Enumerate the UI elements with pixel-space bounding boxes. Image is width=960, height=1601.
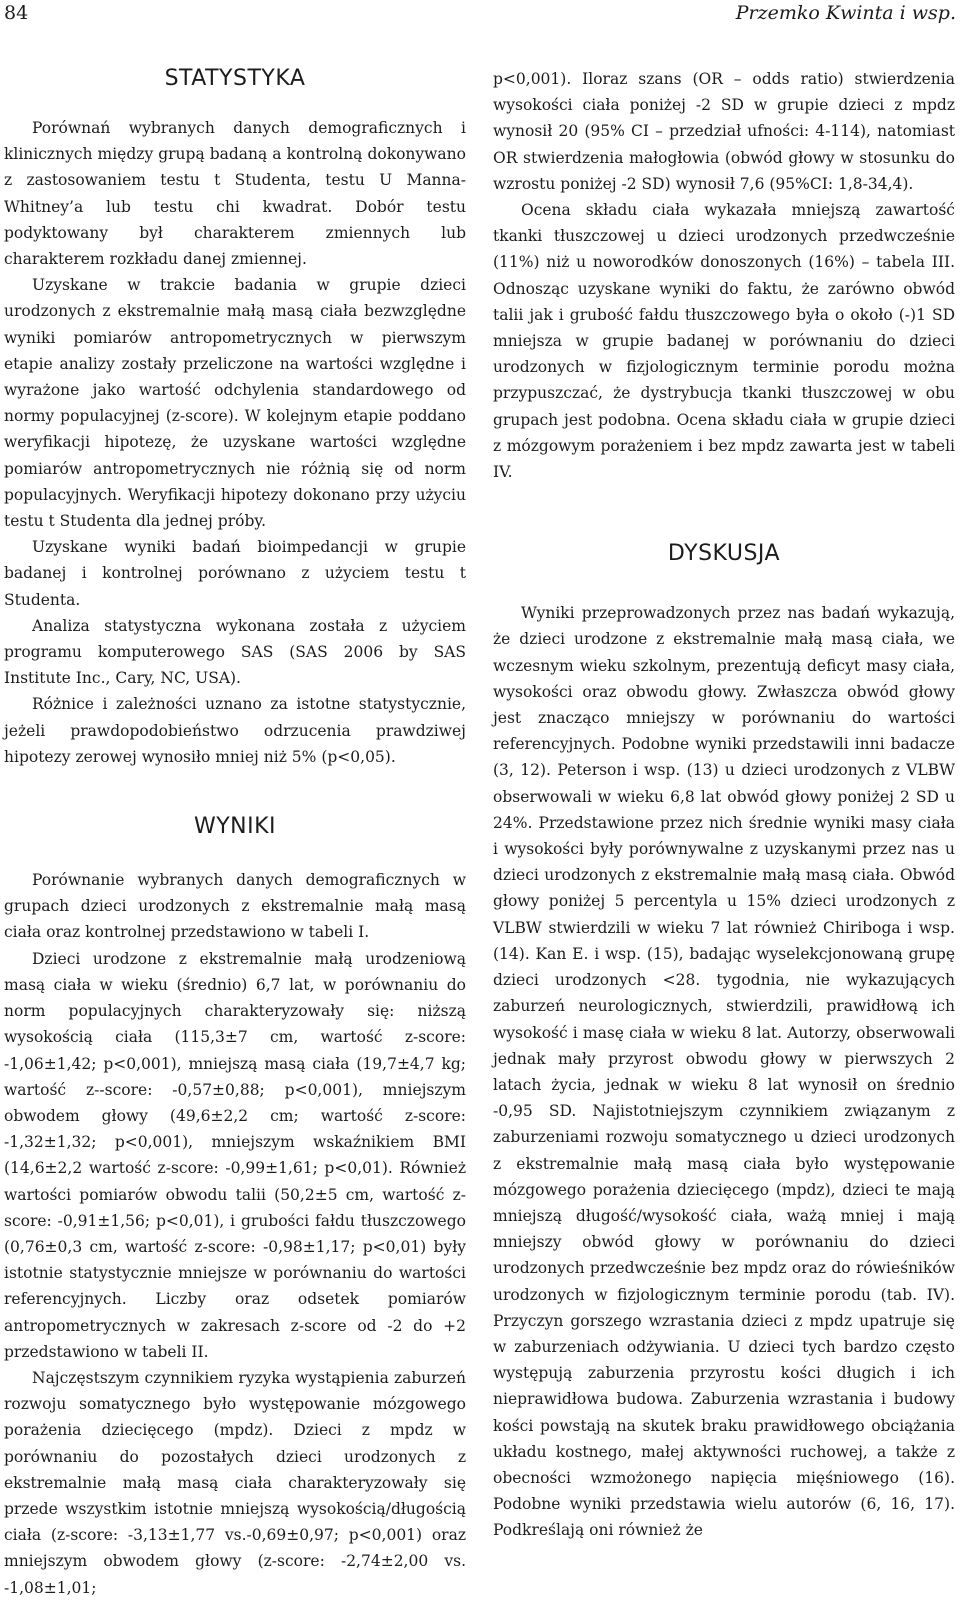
section-heading-wyniki: WYNIKI <box>193 814 277 840</box>
paragraph: Uzyskane wyniki badań bioimpedancji w grupie badanej i kontrolnej porównano z użyciem testu t Studenta. <box>4 538 466 609</box>
paragraph: Ocena składu ciała wykazała mniejszą zawartość tkanki tłuszczowej u dzieci urodzonych przedwcześnie (11%) niż u noworodków donoszonych (16%) – tabela III. Odnosząc uzyskane wyniki do faktu, że zarówno obwód talii jak i grubość fałdu tłuszczowego była o około (-)1 SD mniejsza w grupie badanej w porównaniu do dzieci urodzonych w fizjologicznym terminie porodu można przypuszczać, że dystrybucja tkanki tłuszczowej w obu grupach jest podobna. Ocena składu ciała w grupie dzieci z mózgowym porażeniem i bez mpdz zawarta jest w tabeli IV. <box>493 201 955 482</box>
paragraph: Dzieci urodzone z ekstremalnie małą urodzeniową masą ciała w wieku (średnio) 6,7 lat, w porównaniu do norm populacyjnych charakteryzowały się: niższą wysokością ciała (115,3±7 cm, wartość z-score: -1,06±1,42; p<0,001), mniejszą masą ciała (19,7±4,7 kg; wartość z--score: -0,57±0,88; p<0,001), mniejszym obwodem głowy (49,6±2,2 cm; wartość z-score: -1,32±1,32; p<0,001), mniejszym wskaźnikiem BMI (14,6±2,2 wartość z-score: -0,99±1,61; p<0,01). Również wartości pomiarów obwodu talii (50,2±5 cm, wartość z-score: -0,91±1,56; p<0,01), i grubości fałdu tłuszczowego (0,76±0,3 cm, wartość z-score: -0,98±1,17; p<0,01) były istotnie statystycznie mniejsze w porównaniu do wartości referencyjnych. Liczby oraz odsetek pomiarów antropometrycznych w zakresach z-score od -2 do +2 przedstawiono w tabeli II. <box>4 949 466 1361</box>
right-column <box>493 66 955 1544</box>
paragraph: Różnice i zależności uznano za istotne statystycznie, jeżeli prawdopodobieństwo odrzucenia prawdziwej hipotezy zerowej wynosiło mniej niż 5% (p<0,05). <box>4 695 466 766</box>
paragraph: Porównań wybranych danych demograficznych i klinicznych między grupą badaną a kontrolną dokonywano z zastosowaniem testu t Studenta, testu U Manna-Whitney’a lub testu chi kwadrat. Dobór testu podyktowany był charakterem zmiennych lub charakterem rozkładu danej zmiennej. <box>4 119 466 269</box>
paragraph: Analiza statystyczna wykonana została z użyciem programu komputerowego SAS (SAS 2006 by SAS Institute Inc., Cary, NC, USA). <box>4 616 466 688</box>
section-heading-dyskusja: DYSKUSJA <box>667 541 781 567</box>
paragraph: Uzyskane w trakcie badania w grupie dzieci urodzonych z ekstremalnie małą masą ciała bezwzględne wyniki pomiarów antropometrycznych w pierwszym etapie analizy zostały przeliczone na wartości względne i wyrażone jako wartość odchylenia standardowego od normy populacyjnej (z-score). W kolejnym etapie poddano weryfikacji hipotezę, że uzyskane wartości względne pomiarów antropometrycznych nie różnią się od norm populacyjnych. Weryfikacji hipotezy dokonano przy użyciu testu t Studenta dla jednej próby. <box>4 276 466 531</box>
paragraph: Najczęstszym czynnikiem ryzyka wystąpienia zaburzeń rozwoju somatycznego było występowanie mózgowego porażenia dziecięcego (mpdz). Dzieci z mpdz w porównaniu do pozostałych dzieci urodzonych z ekstremalnie małą masą ciała charakteryzowały się przede wszystkim istotnie mniejszą wysokością/długością ciała (z-score: -3,13±1,77 vs.-0,69±0,97; p<0,001) oraz mniejszym obwodem głowy (z-score: -2,74±2,00 vs. -1,08±1,01; <box>4 1368 466 1597</box>
page-header <box>0 0 960 40</box>
page-number: 84 <box>4 2 29 24</box>
paragraph: Porównanie wybranych danych demograficznych w grupach dzieci urodzonych z ekstremalnie małą masą ciała oraz kontrolnej przedstawiono w tabeli I. <box>4 871 466 942</box>
left-column <box>4 60 466 1601</box>
paragraph: p<0,001). Iloraz szans (OR – odds ratio) stwierdzenia wysokości ciała poniżej -2 SD w grupie dzieci z mpdz wynosił 20 (95% CI – przedział ufności: 4-114), natomiast OR stwierdzenia małogłowia (obwód głowy w stosunku do wzrostu poniżej -2 SD) wynosił 7,6 (95%CI: 1,8-34,4). <box>493 70 955 193</box>
paragraph: Wyniki przeprowadzonych przez nas badań wykazują, że dzieci urodzone z ekstremalnie małą masą ciała, we wczesnym wieku szkolnym, prezentują deficyt masy ciała, wysokości oraz obwodu głowy. Zwłaszcza obwód głowy jest znacząco mniejszy w porównaniu do wartości referencyjnych. Podobne wyniki przedstawili inni badacze (3, 12). Peterson i wsp. (13) u dzieci urodzonych z VLBW obserwowali w wieku 6,8 lat obwód głowy poniżej 2 SD u 24%. Przedstawione przez nich średnie wyniki masy ciała i wysokości były porównywalne z uzyskanymi przez nas u dzieci urodzonych z ekstremalnie małą masą ciała. Obwód głowy poniżej 5 percentyla u 15% dzieci urodzonych z VLBW stwierdzili w wieku 7 lat również Chiriboga i wsp. (14). Kan E. i wsp. (15), badając wyselekcjonowaną grupę dzieci urodzonych <28. tygodnia, nie wykazujących zaburzeń neurologicznych, stwierdzili, prawidłową ich wysokość i masę ciała w wieku 8 lat. Autorzy, obserwowali jednak mały przyrost obwodu głowy w pierwszych 2 latach życia, jednak w wieku 8 lat wynosił on średnio -0,95 SD. Najistotniejszym czynnikiem związanym z zaburzeniami rozwoju somatycznego u dzieci urodzonych z ekstremalnie małą masą ciała było występowanie mózgowego porażenia dziecięcego (mpdz), dzieci te mają mniejszą długość/wysokość ciała, ważą mniej i mają mniejszy obwód głowy w porównaniu do dzieci urodzonych przedwcześnie bez mpdz oraz do rówieśników urodzonych w fizjologicznym terminie porodu (tab. IV). Przyczyn gorszego wzrastania dzieci z mpdz upatruje się w zaburzeniach odżywiania. U dzieci tych bardzo często występują zaburzenia przyrostu kości długich i ich nieprawidłowa budowa. Zaburzenia wzrastania i budowy kości powstają na skutek braku prawidłowego obciążania układu kostnego, małej aktywności ruchowej, a także z obecności wzmożonego napięcia mięśniowego (16). Podobne wyniki przedstawia wielu autorów (6, 16, 17). Podkreślają oni również że <box>493 604 955 1540</box>
section-heading-statystyka: STATYSTYKA <box>164 66 306 91</box>
running-title: Przemko Kwinta i wsp. <box>735 2 956 24</box>
